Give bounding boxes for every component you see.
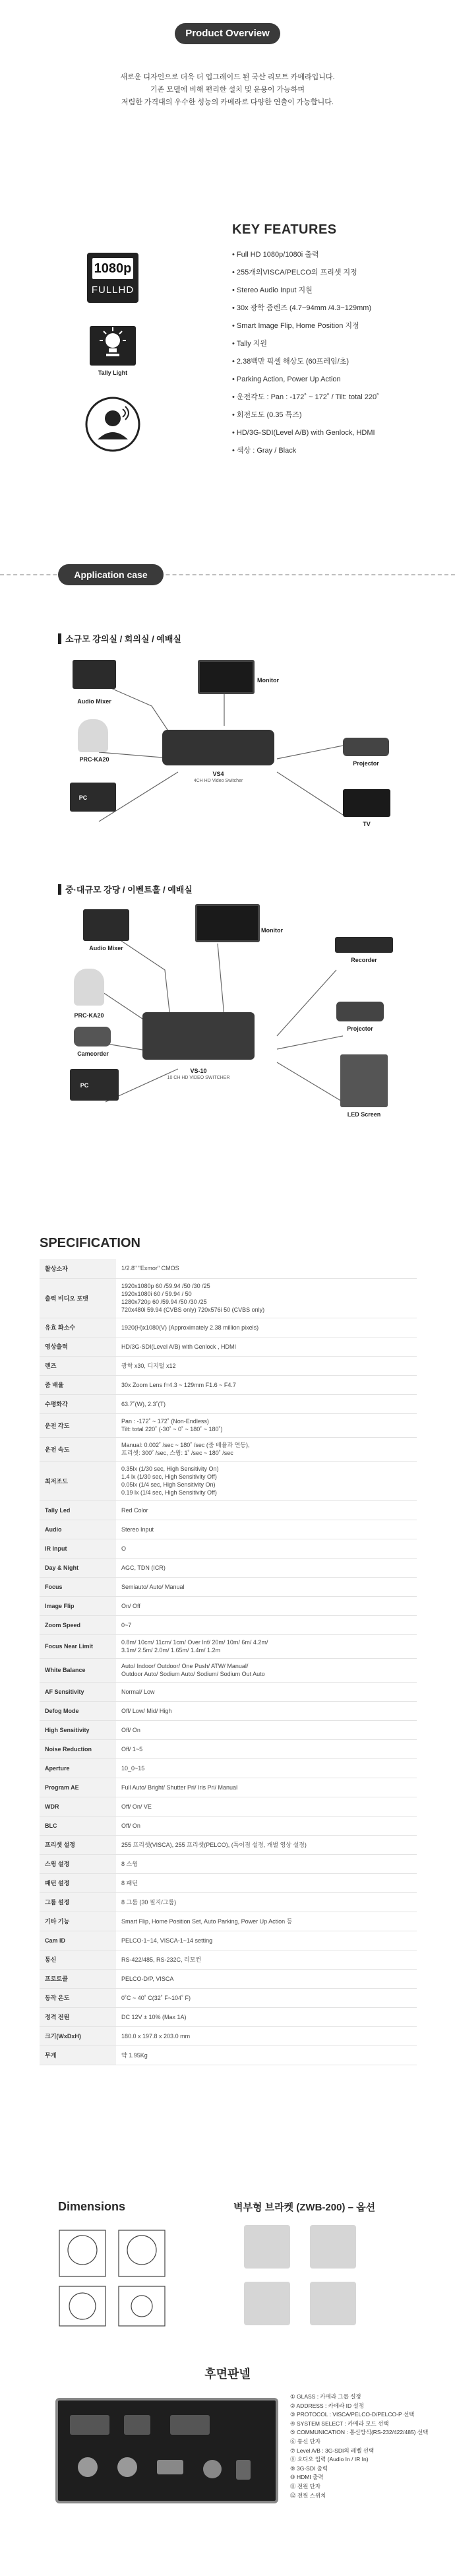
spec-value-line: Off/ Low/ Mid/ High	[121, 1707, 172, 1714]
feature-item: • 회전도도 (0.35 특즈)	[232, 406, 443, 424]
spec-row	[40, 1778, 417, 1797]
case1-heading-text: 소규모 강의실 / 회의실 / 예배실	[65, 634, 181, 644]
spec-key: AF Sensitivity	[40, 1682, 116, 1701]
spec-value-line: Manual: 0.002˚ /sec ~ 180˚ /sec (줌 배율과 연동),	[121, 1442, 250, 1448]
bracket-photo	[310, 2282, 356, 2325]
case1-heading	[58, 632, 181, 645]
spec-key: BLC	[40, 1816, 116, 1835]
projector-2-label: Projector	[347, 1025, 373, 1032]
spec-value-line: 0.19 lx (1/4 sec, High Sensitivity Off)	[121, 1489, 217, 1496]
spec-row	[40, 1701, 417, 1720]
spec-value-line: 10_0~15	[121, 1764, 145, 1772]
projector-device	[343, 738, 389, 756]
spec-row	[40, 1658, 417, 1682]
spec-value-line: Auto/ Indoor/ Outdoor/ One Push/ ATW/ Manual/	[121, 1663, 249, 1669]
bracket-photo	[244, 2225, 290, 2269]
feature-item: • 255개의VISCA/PELCO의 프리셋 지정	[232, 264, 443, 282]
spec-row	[40, 1797, 417, 1816]
pc-2-label: PC	[80, 1082, 89, 1089]
spec-key: 패턴 설정	[40, 1873, 116, 1892]
vs4-sublabel: 4CH HD Video Switcher	[193, 779, 243, 783]
spec-value	[116, 1701, 417, 1720]
recorder-label: Recorder	[351, 957, 377, 963]
spec-value-line: 180.0 x 197.8 x 203.0 mm	[121, 2032, 191, 2040]
spec-table-body	[40, 1259, 417, 2065]
feature-item: • 2.38백만 픽셀 해상도 (60프레임/초)	[232, 353, 443, 371]
vs10-switcher-device	[142, 1012, 255, 1060]
spec-key: 운전 각도	[40, 1413, 116, 1437]
spec-key: 렌즈	[40, 1356, 116, 1375]
spec-value	[116, 1278, 417, 1318]
case2-heading	[58, 883, 193, 895]
spec-value-line: 255 프리셋(VISCA), 255 프리셋(PELCO), (특이점 설정, 개별 영상 설정)	[121, 1841, 307, 1848]
spec-value-line: Off/ 1~5	[121, 1745, 143, 1753]
sdi-connector	[78, 2457, 98, 2477]
spec-value	[116, 1375, 417, 1394]
spec-key: 프로토콜	[40, 1969, 116, 1988]
overview-title: Product Overview	[175, 23, 280, 44]
spec-value-line: AGC, TDN (ICR)	[121, 1564, 166, 1571]
spec-key: 스윙 설정	[40, 1854, 116, 1873]
spec-value	[116, 2026, 417, 2045]
spec-value	[116, 1720, 417, 1739]
spec-key: WDR	[40, 1797, 116, 1816]
spec-value	[116, 1259, 417, 1278]
rear-panel-legend	[290, 2393, 448, 2500]
power-switch[interactable]	[236, 2460, 251, 2480]
spec-row	[40, 1356, 417, 1375]
rotary-switch	[124, 2415, 150, 2435]
spec-key: Cam ID	[40, 1931, 116, 1950]
spec-value	[116, 1394, 417, 1413]
led-screen-device	[340, 1054, 388, 1107]
power-connector	[203, 2460, 222, 2478]
fullhd-badge-text	[87, 284, 138, 296]
spec-value	[116, 1912, 417, 1931]
spec-row	[40, 1394, 417, 1413]
key-features-list	[232, 246, 443, 460]
case2-heading-text: 중·대규모 강당 / 이벤트홀 / 예배실	[65, 885, 193, 895]
spec-value	[116, 1758, 417, 1778]
spec-row	[40, 1969, 417, 1988]
audio-mixer-2-device	[83, 909, 129, 941]
tv-label: TV	[363, 821, 371, 827]
spec-value	[116, 1634, 417, 1658]
overview-intro	[40, 71, 415, 109]
spec-row	[40, 1873, 417, 1892]
fullhd-badge-resolution: 1080p	[92, 258, 133, 279]
spec-row	[40, 1461, 417, 1500]
legend-item: ⑪ 전원 단자	[290, 2482, 321, 2490]
monitor-2-label: Monitor	[261, 927, 283, 934]
spec-value	[116, 1596, 417, 1615]
spec-value-line: 720x480i 59.94 (CVBS only) 720x576i 50 (CVBS only)	[121, 1306, 265, 1313]
spec-value-line: 0.35lx (1/30 sec, High Sensitivity On)	[121, 1465, 219, 1472]
sdi-connector	[117, 2457, 137, 2477]
spec-key: 촬상소자	[40, 1259, 116, 1278]
legend-item: ⑨ 3G-SDI 출력	[290, 2464, 328, 2472]
spec-row	[40, 1278, 417, 1318]
spec-row	[40, 1259, 417, 1278]
comm-terminal	[170, 2415, 210, 2435]
spec-value	[116, 1873, 417, 1892]
spec-value-line: 8 패턴	[121, 1879, 138, 1886]
spec-key: Image Flip	[40, 1596, 116, 1615]
spec-value-line: PELCO-D/P, VISCA	[121, 1975, 174, 1982]
legend-item: ⑦ Level A/B : 3G-SDI의 레벨 선택	[290, 2447, 375, 2454]
spec-table	[40, 1259, 417, 2065]
spec-row	[40, 1596, 417, 1615]
presenter-icon	[84, 396, 141, 453]
monitor-label: Monitor	[257, 677, 279, 684]
vs4-switcher-device	[162, 730, 274, 765]
monitor-2-device	[195, 904, 260, 942]
legend-item: ⑧ 오디오 입력 (Audio In / IR In)	[290, 2456, 369, 2463]
spec-value-line: 1/2.8" "Exmor" CMOS	[121, 1265, 179, 1272]
spec-row	[40, 2045, 417, 2065]
spec-value	[116, 1778, 417, 1797]
spec-row	[40, 1912, 417, 1931]
heading-marker	[58, 884, 61, 895]
intro-line: 새로운 디자인으로 더욱 더 업그레이드 된 국산 리모트 카메라입니다.	[120, 73, 335, 81]
spec-value	[116, 1500, 417, 1520]
feature-item: • Full HD 1080p/1080i 출력	[232, 246, 443, 264]
heading-marker	[58, 633, 61, 644]
prc-camera-2-device	[74, 969, 104, 1006]
spec-value	[116, 1931, 417, 1950]
bracket-photo	[310, 2225, 356, 2269]
spec-row	[40, 1577, 417, 1596]
spec-row	[40, 1720, 417, 1739]
spec-key: 크기(WxDxH)	[40, 2026, 116, 2045]
spec-value-line: O	[121, 1545, 127, 1552]
spec-value-line: Semiauto/ Auto/ Manual	[121, 1583, 185, 1590]
spec-value	[116, 2007, 417, 2026]
spec-title: SPECIFICATION	[40, 1236, 140, 1250]
legend-item: ② ADDRESS : 카메라 ID 설정	[290, 2402, 364, 2409]
legend-item: ④ SYSTEM SELECT : 카메라 모드 선택	[290, 2420, 389, 2427]
spec-row	[40, 1500, 417, 1520]
spec-row	[40, 1337, 417, 1356]
application-title: Application case	[58, 564, 164, 585]
spec-row	[40, 1835, 417, 1854]
legend-item: ⑩ HDMI 출력	[290, 2474, 324, 2481]
spec-key: Day & Night	[40, 1558, 116, 1577]
spec-value-line: Off/ On	[121, 1726, 140, 1733]
spec-row	[40, 1375, 417, 1394]
intro-line: 기존 모델에 비해 편리한 설치 및 운용이 가능하며	[150, 86, 305, 94]
spec-key: 기타 기능	[40, 1912, 116, 1931]
tally-light-label: Tally Light	[98, 370, 128, 376]
camcorder-device	[74, 1027, 111, 1046]
led-screen-label: LED Screen	[347, 1111, 381, 1118]
spec-row	[40, 1854, 417, 1873]
spec-row	[40, 1558, 417, 1577]
spec-key: 정격 전원	[40, 2007, 116, 2026]
spec-key: 통신	[40, 1950, 116, 1969]
spec-value	[116, 1797, 417, 1816]
spec-row	[40, 1615, 417, 1634]
spec-value	[116, 1816, 417, 1835]
spec-value	[116, 1413, 417, 1437]
spec-value-line: 8 그룹 (30 필지/그룹)	[121, 1898, 177, 1906]
spec-value	[116, 1318, 417, 1337]
vs10-label: VS-10	[190, 1068, 207, 1074]
fullhd-label: FULLHD	[91, 284, 135, 296]
feature-item: • HD/3G-SDI(Level A/B) with Genlock, HDMI	[232, 424, 443, 442]
rear-panel-title: 후면판넬	[204, 2367, 251, 2381]
spec-row	[40, 1950, 417, 1969]
audio-mixer-device	[73, 660, 116, 689]
spec-row	[40, 1520, 417, 1539]
spec-key: 동작 온도	[40, 1988, 116, 2007]
spec-value-line: 0˚C ~ 40˚ C(32˚ F~104˚ F)	[121, 1994, 191, 2001]
rear-panel-image	[55, 2398, 278, 2503]
spec-value	[116, 1615, 417, 1634]
spec-value	[116, 1461, 417, 1500]
vs4-label: VS4	[212, 771, 224, 777]
spec-value-line: Normal/ Low	[121, 1688, 155, 1695]
spec-row	[40, 1539, 417, 1558]
spec-key: 영상출력	[40, 1337, 116, 1356]
spec-value-line: Smart Flip, Home Position Set, Auto Parking, Power Up Action 등	[121, 1917, 293, 1925]
spec-key: 프리셋 설정	[40, 1835, 116, 1854]
spec-key: 줌 배율	[40, 1375, 116, 1394]
spec-value-line: RS-422/485, RS-232C, 리모컨	[121, 1956, 202, 1963]
spec-key: Defog Mode	[40, 1701, 116, 1720]
spec-value-line: 1280x720p 60 /59.94 /50 /30 /25	[121, 1299, 207, 1305]
spec-key: 유효 화소수	[40, 1318, 116, 1337]
spec-value	[116, 1835, 417, 1854]
spec-value	[116, 1658, 417, 1682]
feature-item: • 운전각도 : Pan : -172˚ ~ 172˚ / Tilt: total 220˚	[232, 389, 443, 406]
spec-value-line: Stereo Input	[121, 1526, 154, 1533]
spec-value	[116, 1892, 417, 1912]
spec-value-line: 3.1m/ 2.5m/ 2.0m/ 1.65m/ 1.4m/ 1.2m	[121, 1647, 221, 1654]
legend-item: ⑤ COMMUNICATION : 통신방식(RS-232/422/485) 선택	[290, 2429, 429, 2436]
spec-value-line: 광학 x30, 디지털 x12	[121, 1362, 176, 1369]
spec-value-line: 8 스윙	[121, 1860, 138, 1867]
legend-item: ⑫ 전원 스위치	[290, 2492, 326, 2499]
spec-key: 최저조도	[40, 1461, 116, 1500]
spec-value	[116, 1988, 417, 2007]
spec-value-line: 약 1.95Kg	[121, 2051, 148, 2059]
spec-value	[116, 2045, 417, 2065]
spec-row	[40, 2007, 417, 2026]
spec-value-line: Pan : -172˚ ~ 172˚ (Non-Endless)	[121, 1418, 209, 1425]
monitor-device	[198, 660, 255, 694]
recorder-device	[335, 937, 393, 953]
spec-key: High Sensitivity	[40, 1720, 116, 1739]
spec-key: 그룹 설정	[40, 1892, 116, 1912]
spec-value-line: PELCO-1~14, VISCA-1~14 setting	[121, 1937, 213, 1944]
camcorder-label: Camcorder	[77, 1050, 109, 1057]
spec-value-line: 프리셋: 300˚ /sec, 스윙: 1˚ /sec ~ 180˚ /sec	[121, 1450, 233, 1456]
spec-key: Focus	[40, 1577, 116, 1596]
spec-value	[116, 1437, 417, 1461]
spec-row	[40, 1437, 417, 1461]
spec-key: Tally Led	[40, 1500, 116, 1520]
dip-switch	[70, 2415, 109, 2435]
spec-value	[116, 1739, 417, 1758]
spec-key: 출력 비디오 포맷	[40, 1278, 116, 1318]
spec-key: White Balance	[40, 1658, 116, 1682]
prc-label: PRC-KA20	[79, 756, 109, 763]
spec-value	[116, 1356, 417, 1375]
spec-row	[40, 1682, 417, 1701]
spec-value	[116, 1969, 417, 1988]
feature-item: • 30x 광학 줌렌즈 (4.7~94mm /4.3~129mm)	[232, 300, 443, 317]
audio-mixer-2-label: Audio Mixer	[89, 945, 123, 951]
feature-item: • Smart Image Flip, Home Position 지정	[232, 317, 443, 335]
dimensions-title: Dimensions	[58, 2200, 126, 2213]
bracket-photo	[244, 2282, 290, 2325]
spec-value	[116, 1682, 417, 1701]
intro-line: 저렴한 가격대의 우수한 성능의 카메라로 다양한 연출이 가능합니다.	[121, 98, 334, 106]
audio-mixer-label: Audio Mixer	[77, 698, 111, 705]
spec-value	[116, 1337, 417, 1356]
spec-key: 무게	[40, 2045, 116, 2065]
spec-value	[116, 1558, 417, 1577]
key-features-title: KEY FEATURES	[232, 222, 337, 237]
spec-value-line: 1920x1080p 60 /59.94 /50 /30 /25	[121, 1283, 210, 1289]
legend-item: ⑥ 통신 단자	[290, 2437, 321, 2445]
spec-value-line: 0.8m/ 10cm/ 11cm/ 1cm/ Over Inf/ 20m/ 10m/ 6m/ 4.2m/	[121, 1639, 268, 1646]
spec-key: 운전 속도	[40, 1437, 116, 1461]
spec-value-line: On/ Off	[121, 1602, 140, 1609]
spec-row	[40, 1739, 417, 1758]
dimensions-drawing	[53, 2224, 211, 2336]
projector-label: Projector	[353, 760, 379, 767]
prc-2-label: PRC-KA20	[74, 1012, 104, 1019]
projector-2-device	[336, 1002, 384, 1021]
bracket-title: 벽부형 브라켓 (ZWB-200) – 옵션	[233, 2202, 376, 2213]
pc-label: PC	[78, 794, 88, 801]
spec-key: Zoom Speed	[40, 1615, 116, 1634]
feature-item: • Tally 지원	[232, 335, 443, 353]
spec-value-line: Full Auto/ Bright/ Shutter Pri/ Iris Pri/ Manual	[121, 1784, 238, 1791]
spec-key: Program AE	[40, 1778, 116, 1797]
legend-item: ③ PROTOCOL : VISCA/PELCO-D/PELCO-P 선택	[290, 2411, 415, 2418]
spec-value-line: 63.7˚(W), 2.3˚(T)	[121, 1400, 166, 1407]
spec-row	[40, 1318, 417, 1337]
spec-value-line: Red Color	[121, 1506, 148, 1514]
spec-row	[40, 1892, 417, 1912]
spec-key: IR Input	[40, 1539, 116, 1558]
hdmi-connector	[157, 2460, 183, 2474]
spec-row	[40, 1988, 417, 2007]
prc-camera-device	[78, 719, 108, 752]
spec-row	[40, 1816, 417, 1835]
tally-light-icon	[88, 325, 137, 367]
spec-row	[40, 1931, 417, 1950]
spec-value	[116, 1577, 417, 1596]
tv-device	[343, 789, 390, 817]
spec-value-line: 1.4 lx (1/30 sec, High Sensitivity Off)	[121, 1473, 217, 1480]
spec-value-line: 1920(H)x1080(V) (Approximately 2.38 million pixels)	[121, 1324, 259, 1331]
legend-item: ① GLASS : 카메라 그룹 설정	[290, 2393, 361, 2400]
spec-value-line: HD/3G-SDI(Level A/B) with Genlock , HDMI	[121, 1343, 237, 1350]
spec-key: Audio	[40, 1520, 116, 1539]
spec-row	[40, 1413, 417, 1437]
spec-key: Noise Reduction	[40, 1739, 116, 1758]
spec-value-line: DC 12V ± 10% (Max 1A)	[121, 2013, 187, 2020]
feature-item: • Parking Action, Power Up Action	[232, 371, 443, 389]
spec-value-line: Outdoor Auto/ Sodium Auto/ Sodium/ Sodium Out Auto	[121, 1671, 265, 1677]
spec-value	[116, 1539, 417, 1558]
spec-value-line: Tilt: total 220˚ (-30˚ ~ 0˚ ~ 180˚ ~ 180˚)	[121, 1426, 223, 1433]
spec-value	[116, 1520, 417, 1539]
spec-row	[40, 1758, 417, 1778]
fullhd-badge	[87, 253, 138, 303]
spec-value-line: 0~7	[121, 1621, 132, 1628]
spec-value-line: 1920x1080i 60 / 59.94 / 50	[121, 1291, 192, 1297]
spec-value-line: Off/ On/ VE	[121, 1803, 152, 1810]
feature-item: • Stereo Audio Input 지원	[232, 282, 443, 300]
spec-key: 수평화각	[40, 1394, 116, 1413]
spec-value	[116, 1950, 417, 1969]
spec-key: Focus Near Limit	[40, 1634, 116, 1658]
spec-key: Aperture	[40, 1758, 116, 1778]
feature-item: • 색상 : Gray / Black	[232, 442, 443, 460]
spec-value-line: Off/ On	[121, 1822, 140, 1829]
spec-value-line: 0.05lx (1/4 sec, High Sensitivity On)	[121, 1481, 216, 1488]
spec-table-wrap	[40, 1259, 417, 2065]
spec-value-line: 30x Zoom Lens f=4.3 ~ 129mm F1.6 ~ F4.7	[121, 1381, 236, 1388]
spec-value	[116, 1854, 417, 1873]
vs10-sublabel: 10 CH HD VIDEO SWITCHER	[167, 1076, 230, 1080]
spec-row	[40, 2026, 417, 2045]
spec-row	[40, 1634, 417, 1658]
